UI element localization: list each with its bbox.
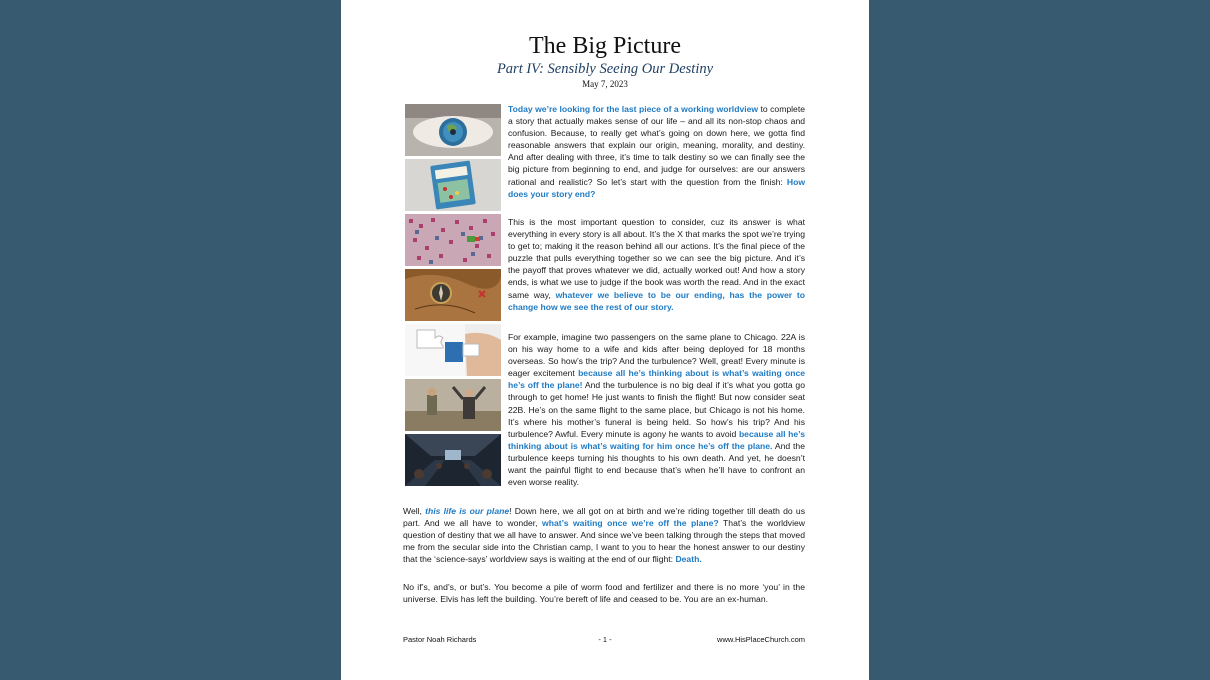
wheres-waldo-book-image: [405, 159, 501, 211]
puzzle-piece-image: [405, 324, 501, 376]
importance-text: This is the most important question to consider, cuz its answer is what everything in every story is all about. It’s the X that marks the spot we’re trying to get to; making it the reason behind all our actions. It’s the final piece of the puzzle that pulls everything together so we can see the big picture. And it’s the payoff that proves whatever we did, actually worked out! And how a story ends, is what we use to judge if the book was worth the read. And in the exact same way,: [508, 217, 805, 300]
page-subtitle: Part IV: Sensibly Seeing Our Destiny: [496, 61, 714, 77]
example-text-a: For example, imagine two passengers on the same plane to Chicago. 22A is on his way home to a wife and kids after being deployed for 18 months overseas. So how’s the trip? And the turbulence? Well, great! Every minute is eager excitement: [508, 332, 805, 379]
example-highlight-2: because all he’s thinking about is what’s waiting for him once he’s off the plane.: [508, 428, 805, 451]
paragraph-importance: [508, 216, 805, 313]
plane-text-a: Well,: [403, 506, 426, 516]
conclusion-text: No if’s, and’s, or but’s. You become a pile of worm food and fertilizer and there is no more ‘you’ in the universe. Elvis has left the building. You’re bereft of life and ceased to be. You are an ex-human.: [403, 582, 805, 605]
reunion-image: [405, 379, 501, 431]
footer-author: Pastor Noah Richards: [403, 635, 477, 644]
paragraph-intro: [508, 103, 805, 200]
intro-text: to complete a story that actually makes sense of our life – and all its non-stop chaos and confusion. Because, to really get what’s going on down here, we gotta find reasonable answers that explain our origin, meaning, morality, and destiny. And after dealing with three, it’s time to talk destiny so we can finally see the big picture from beginning to end, and judge for ourselves: are our answers rational and realistic? So let’s start with the question from the finish:: [508, 104, 805, 187]
image-column: [405, 104, 501, 489]
importance-highlight: whatever we believe to be our ending, has the power to change how we see the rest of our story.: [508, 289, 805, 312]
plane-highlight-2: what’s waiting once we’re off the plane?: [542, 518, 719, 529]
plane-highlight-1: this life is our plane: [425, 506, 510, 516]
crowd-puzzle-image: [405, 214, 501, 266]
example-highlight-1: because all he’s thinking about is what’s waiting once he’s off the plane!: [508, 368, 806, 391]
treasure-map-compass-image: [405, 269, 501, 321]
eye-earth-image: [405, 104, 501, 156]
example-text-b: And the turbulence is no big deal if it’s what you gotta go through to get home! He just wants to finish the flight! But now consider seat 22B. He’s on the same flight to the same place, but Chicago is not his home. It’s where his mother’s funeral is being held. So how’s his trip? And his turbulence? Awful. Every minute is agony he wants to avoid: [508, 380, 805, 439]
page-date: May 7, 2023: [582, 79, 628, 89]
footer-website[interactable]: www.HisPlaceChurch.com: [717, 635, 805, 644]
intro-lead-highlight: Today we’re looking for the last piece of a working worldview: [508, 104, 759, 114]
paragraph-plane: [403, 505, 805, 565]
airplane-cabin-image: [405, 434, 501, 486]
document-page: [341, 0, 869, 680]
paragraph-conclusion: [403, 581, 805, 605]
footer-page-number: - 1 -: [598, 635, 612, 644]
example-text-c: And the turbulence keeps turning his thoughts to his own death. And yet, he doesn’t want the painful flight to end because that’s when he’ll have to confront an even worse reality.: [508, 440, 805, 488]
plane-text-b: ! Down here, we all got on at birth and we’re riding together till death do us part. And we all have to wonder,: [403, 506, 805, 529]
paragraph-example: [508, 331, 805, 488]
plane-highlight-3: Death.: [675, 554, 702, 565]
page-title: The Big Picture: [529, 33, 681, 59]
plane-text-c: That’s the worldview question of destiny that we all have to answer. And since we’ve been talking through the steps that moved me from the secular side into the Christian camp, I want to you to hear the honest answer to our destiny that the ‘science-says’ worldview says is waiting at the end of our flight:: [403, 518, 805, 565]
intro-question-highlight: How does your story end?: [508, 176, 805, 199]
